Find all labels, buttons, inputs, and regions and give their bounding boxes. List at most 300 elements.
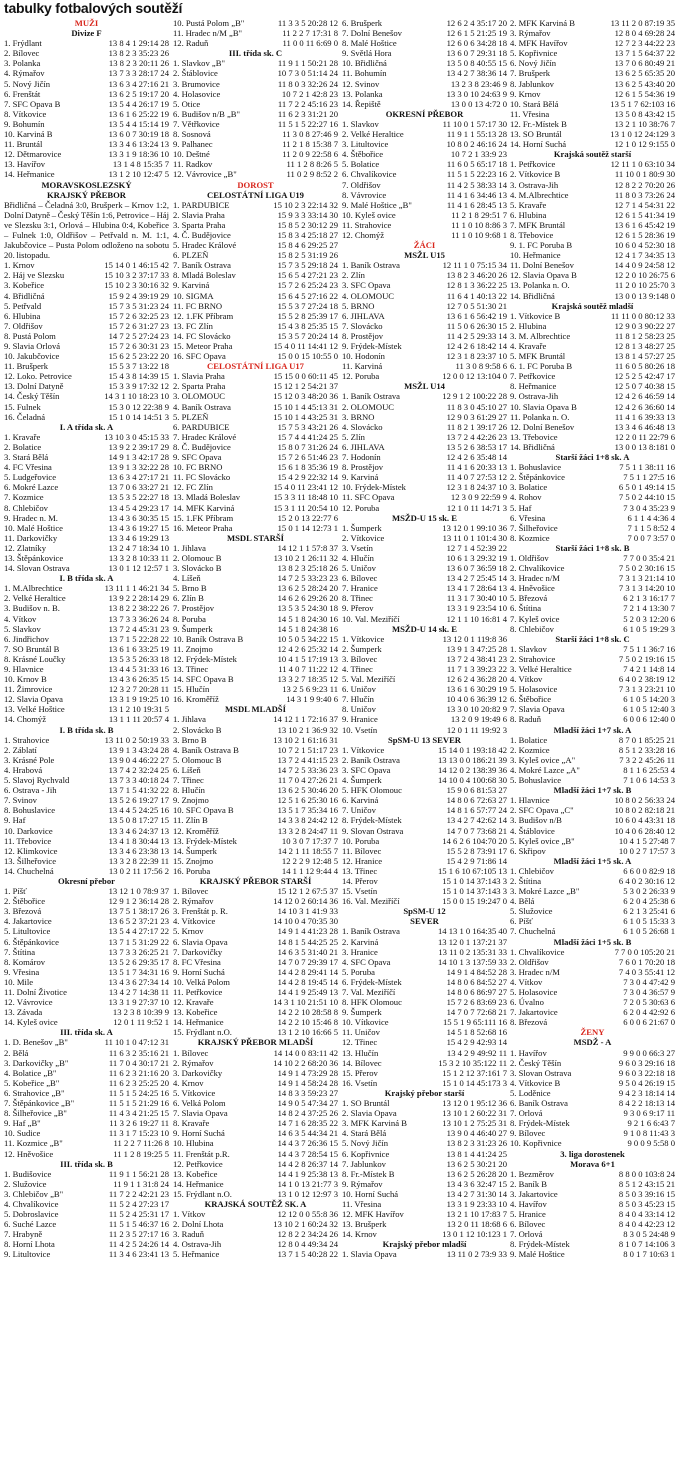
table-row (342, 89, 507, 99)
team-name: 1. Baník Ostrava (342, 926, 400, 937)
team-stats: 14 1 0 13 21:77 3 (277, 1178, 338, 1189)
table-row (173, 240, 338, 250)
team-stats: 11 1 2 8 8:26 5 (286, 159, 338, 170)
team-stats: 13 10 3 0 45:15 33 (104, 431, 169, 442)
team-stats: 15 7 3 5 31:23 24 (108, 300, 169, 311)
table-row (510, 1118, 675, 1128)
team-stats: 13 4 2 7 25:45 14 (446, 573, 507, 584)
team-name: 5. Brno B (173, 583, 207, 594)
team-stats: 14 9 1 4 58:24 28 (277, 1077, 338, 1088)
team-name: 11. Bohumín (342, 68, 387, 79)
table-row (510, 593, 675, 603)
team-name: 9. Malé Hoštice (510, 1249, 565, 1260)
team-name: 7. Hodonín (342, 452, 381, 463)
team-stats: 11 4 2 5 24:26 14 (108, 1239, 169, 1250)
team-stats: 11 7 1 3 39:23 22 (446, 664, 507, 674)
table-row (342, 714, 507, 724)
team-stats: 11 5 1 5 24:25 16 (108, 1087, 169, 1098)
team-stats: 13 8 2 3 35:23 26 (108, 48, 169, 59)
table-row (342, 664, 507, 674)
team-name: 13. SO Bruntál (510, 129, 562, 140)
team-name: 10. Krnov B (4, 674, 47, 685)
table-row (342, 614, 507, 624)
team-name: 4. Stará Bělá (342, 1128, 387, 1139)
team-name: 8. Bohuslavice (4, 805, 56, 816)
team-name: 10. Horní Suchá (342, 1188, 399, 1199)
table-row (4, 513, 169, 523)
team-name: 10. Kyleš ovice (342, 209, 396, 220)
team-name: 11. FC BRNO (173, 300, 223, 311)
team-stats: 13 4 4 5 24:25 16 (108, 805, 169, 816)
table-row (173, 412, 338, 422)
table-row (342, 331, 507, 341)
table-row (342, 826, 507, 836)
league-heading: III. třída sk. C (228, 48, 283, 59)
team-name: 2. Zlín (342, 270, 365, 281)
team-stats: 14 14 0 0 83:11 42 (273, 1047, 338, 1058)
team-stats: 13 2 4 7 18:34 10 (108, 542, 169, 553)
team-stats: 12 4 2 6 36:60 14 (614, 401, 675, 412)
table-row (173, 220, 338, 230)
team-name: 4. OLOMOUC (342, 290, 395, 301)
team-stats: 11 5 1 5 22:23 16 (446, 169, 507, 180)
team-name: 4. Mokré Lazce „A" (510, 764, 580, 775)
table-row (342, 1128, 507, 1138)
table-row (510, 240, 675, 250)
table-row (510, 371, 675, 381)
team-name: 5. Služovice (510, 906, 553, 917)
team-name: 12. Kroměříž (173, 825, 219, 836)
team-name: 10. Hlubina (173, 1138, 214, 1149)
table-row (4, 1088, 169, 1098)
table-row (342, 533, 507, 543)
team-stats: 13 6 2 5 26:28 20 (446, 1168, 507, 1179)
table-row (510, 200, 675, 210)
team-name: 3. Slovan Ostrava (510, 1067, 572, 1078)
team-stats: 11 2 1 8 29:51 7 (451, 209, 507, 220)
table-row (342, 1229, 507, 1239)
team-stats: 11 1 2 8 19:25 5 (113, 1148, 169, 1159)
team-name: 5. Petřvald (4, 300, 42, 311)
team-stats: 14 3 1 9 9:40 6 (286, 694, 338, 705)
team-name: 1. Jihlava (173, 714, 206, 725)
table-row (342, 38, 507, 48)
team-stats: 15 12 1 2 67:5 37 (277, 886, 338, 897)
table-row (173, 1249, 338, 1259)
table-row (342, 795, 507, 805)
table-row (342, 159, 507, 169)
team-name: 8. Mladá Boleslav (173, 270, 236, 281)
team-name: 4. Štěbořice (342, 149, 384, 160)
table-row (342, 452, 507, 462)
team-stats: 13 0 0 13 4:72 0 (450, 98, 507, 109)
table-row (173, 1017, 338, 1027)
table-row (510, 926, 675, 936)
table-row (510, 119, 675, 129)
team-stats: 13 2 0 11 18:68 6 (446, 1219, 507, 1230)
league-heading: CELOSTÁTNÍ LIGA U19 (207, 189, 304, 200)
table-row (173, 99, 338, 109)
team-stats: 7 3 1 3 21:14 10 (618, 573, 675, 584)
team-stats: 11 6 2 3 25:25 20 (108, 1077, 169, 1088)
team-name: 8. Třinec (342, 593, 373, 604)
league-heading: OKRESNÍ PŘEBOR (385, 108, 464, 119)
table-row (510, 684, 675, 694)
team-stats: 7 2 0 5 30:63 6 (623, 997, 675, 1008)
table-row (4, 957, 169, 967)
team-name: 4. Vítkovice (173, 916, 216, 927)
column-4 (510, 18, 675, 1260)
team-stats: 15 12 0 3 48:20 36 (273, 391, 338, 402)
team-stats: 12 8 1 3 48:27 25 (614, 341, 675, 351)
table-row (4, 664, 169, 674)
team-name: 7. SFC Opava B (4, 98, 61, 109)
team-name: 2. Chvalíkovice (510, 563, 565, 574)
team-name: 6. Štěbořice (510, 694, 552, 705)
team-stats: 15 3 3 9 17:32 12 (108, 381, 169, 392)
table-row (510, 1088, 675, 1098)
table-row (4, 644, 169, 654)
team-stats: 13 7 0 6 80:49 21 (614, 58, 675, 69)
table-row (342, 472, 507, 482)
team-name: 10. Malé Hoštice (4, 522, 63, 533)
team-stats: 7 7 0 0 35:4 21 (623, 552, 675, 563)
table-row (342, 886, 507, 896)
team-name: 7. Hranice (342, 583, 378, 594)
table-row (510, 1219, 675, 1229)
team-stats: 15 10 3 2 37:17 33 (104, 270, 169, 281)
table-row (510, 18, 675, 28)
team-stats: 15 4 0 11 23:41 12 (273, 482, 338, 493)
table-row (173, 250, 338, 260)
table-row (173, 815, 338, 825)
table-row (342, 1027, 507, 1037)
team-stats: 15 9 0 6 81:53 27 (446, 785, 507, 796)
team-name: 8. Chlebičov (510, 623, 554, 634)
table-row (510, 422, 675, 432)
table-row (173, 1048, 338, 1058)
team-name: 6. Ostrava - Jih (4, 785, 57, 796)
team-stats: 14 4 0 9 24:58 12 (614, 260, 675, 271)
table-row (4, 634, 169, 644)
team-name: 7. Oldřišov (342, 179, 381, 190)
team-stats: 7 5 1 1 27:5 16 (623, 472, 675, 483)
team-name: 1. Chvalíkovice (510, 946, 565, 957)
team-name: 5. Dobroslavice (4, 1209, 59, 1220)
team-name: 9. Bílovec (510, 1128, 546, 1139)
team-stats: 14 8 3 3 59:23 27 (277, 1087, 338, 1098)
team-stats: 6 1 0 5 15:33 3 (623, 916, 675, 927)
team-name: 7. Slovácko (342, 320, 383, 331)
team-name: 8. Malé Hoštice (342, 38, 397, 49)
team-stats: 13 2 5 6 9:23 11 (282, 684, 338, 695)
team-name: 9. Slovan Ostrava (342, 825, 404, 836)
team-stats: 12 6 0 6 34:28 18 (446, 38, 507, 49)
table-row (510, 997, 675, 1007)
team-stats: 15 10 1 4 45:13 31 (273, 401, 338, 412)
team-name: 2. Služovice (4, 1178, 47, 1189)
team-stats: 13 4 4 5 31:33 16 (108, 664, 169, 674)
team-name: 14. Břidličná (510, 441, 555, 452)
table-row (4, 755, 169, 765)
table-row (173, 755, 338, 765)
team-name: 8. Hlučín (173, 785, 205, 796)
table-row (510, 503, 675, 513)
team-stats: 11 2 2 7 11:26 8 (113, 1138, 169, 1149)
table-row (173, 1149, 338, 1159)
team-name: 5. Kyleš ovice „B" (510, 835, 575, 846)
table-row (4, 624, 169, 634)
team-stats: 13 6 1 6 30:29 19 (446, 684, 507, 695)
team-name: 3. Kobeřice (4, 280, 45, 291)
team-stats: 14 4 2 8 26:37 14 (277, 1158, 338, 1169)
team-stats: 12 9 0 3 61:29 27 (446, 411, 507, 422)
team-name: 4. Břidličná (4, 290, 45, 301)
table-row (4, 856, 169, 866)
table-row (510, 1229, 675, 1239)
team-name: 6. Uničov (342, 684, 376, 695)
team-name: 7. Darkovičky (173, 946, 223, 957)
team-name: 1. Bohuslavice (510, 462, 562, 473)
table-row (342, 1048, 507, 1058)
team-stats: 13 6 1 6 45:42 19 (614, 219, 675, 230)
table-row (4, 937, 169, 947)
team-name: 1. Chlebičov (510, 865, 554, 876)
team-name: 13. Štěpánkovice (4, 552, 64, 563)
table-row (510, 523, 675, 533)
team-name: 8. Raduň (510, 714, 542, 725)
team-name: 11. Vřesina (510, 108, 550, 119)
team-name: 2. Slavia Opava (342, 1108, 397, 1119)
team-name: 9. Litultovice (4, 1249, 51, 1260)
table-row (510, 735, 675, 745)
team-name: 6. Úvalno (510, 997, 544, 1008)
team-stats: 13 4 2 7 38:36 14 (446, 68, 507, 79)
team-stats: 12 9 1 2 36:14 28 (108, 896, 169, 907)
team-name: 6. Zlín B (173, 593, 204, 604)
league-heading: KRAJSKÁ SOUTĚŽ SK. A (204, 1198, 307, 1209)
team-stats: 7 7 0 0 105:20 21 (614, 946, 675, 957)
team-stats: 14 4 3 7 26:36 15 (277, 1138, 338, 1149)
team-stats: 14 6 2 6 104:70 20 (442, 835, 507, 846)
table-row (4, 331, 169, 341)
team-name: 8. Jablunkov (510, 78, 554, 89)
team-name: 11. Strahovice (342, 219, 392, 230)
team-stats: 13 6 2 5 28:24 20 (277, 583, 338, 594)
table-row (4, 68, 169, 78)
team-stats: 6 0 0 6 12:40 0 (623, 714, 675, 725)
team-stats: 13 6 1 6 56:42 19 (446, 310, 507, 321)
team-name: 13. FC Zlín (173, 320, 213, 331)
team-stats: 15 5 3 7 27:24 18 (277, 300, 338, 311)
table-row (510, 270, 675, 280)
table-row (510, 432, 675, 442)
team-name: 10. Darkovice (4, 825, 53, 836)
team-name: 14. Heřmanice (4, 169, 55, 180)
league-heading: Mladší žáci 1+5 sk. A (553, 855, 632, 866)
team-stats: 14 4 2 8 19:45 14 (277, 976, 338, 987)
team-stats: 15 1 6 10 67:105 13 (438, 865, 507, 876)
table-row (510, 614, 675, 624)
team-name: 11. Kozmice „B" (4, 1138, 63, 1149)
team-stats: 13 6 1 6 25:22 19 (108, 108, 169, 119)
table-row (173, 1068, 338, 1078)
team-name: 3. Hradec n/M (510, 573, 560, 584)
table-row (173, 402, 338, 412)
team-stats: 13 1 1 11 20:57 4 (108, 714, 169, 725)
team-name: 8. Vítkovice (4, 108, 47, 119)
table-row (4, 1037, 169, 1047)
team-name: 1. Frýdlant (4, 38, 42, 49)
table-row (342, 99, 507, 109)
team-stats: 14 1 1 12 9:44 4 (281, 865, 338, 876)
team-stats: 13 4 3 6 27:34 14 (108, 976, 169, 987)
team-stats: 8 1 0 7 14:106 3 (618, 1239, 675, 1250)
team-stats: 15 3 1 11 20:54 10 (273, 502, 338, 513)
team-stats: 11 6 3 2 35:16 21 (108, 1047, 169, 1058)
table-row (4, 482, 169, 492)
team-name: 14. Slovan Ostrava (4, 563, 70, 574)
team-stats: 15 1 2 12 37:161 7 (442, 1067, 507, 1078)
team-stats: 11 0 0 11 6:69 0 (282, 38, 338, 49)
team-stats: 14 4 2 8 29:41 14 (277, 966, 338, 977)
team-name: 10. Slavia Opava B (510, 401, 577, 412)
team-name: 15. Vsetín (342, 886, 378, 897)
table-row (342, 1199, 507, 1209)
table-row (510, 250, 675, 260)
team-name: 9. Hlavnice (4, 664, 44, 674)
table-row (4, 351, 169, 361)
team-stats: 15 8 5 2 30:12 29 (277, 219, 338, 230)
team-name: 10. Jakubčovice (4, 351, 60, 362)
team-stats: 12 9 1 2 100:22 28 (442, 391, 507, 402)
table-row (342, 190, 507, 200)
table-row (342, 1108, 507, 1118)
team-stats: 13 7 1 5 64:37 22 (614, 48, 675, 59)
team-stats: 12 6 1 5 54:36 19 (614, 88, 675, 99)
team-name: 4. Šumperk (342, 775, 382, 786)
team-name: 6. Chvalíkovice (342, 169, 397, 180)
team-name: 5. Olomouc B (173, 754, 222, 765)
table-row (173, 321, 338, 331)
team-name: 10. Kopřivnice (510, 1138, 562, 1149)
team-stats: 11 8 1 2 58:23 25 (614, 330, 675, 341)
team-stats: 13 1 4 8 15:35 7 (112, 159, 169, 170)
team-stats: 14 6 3 5 44:34 21 (277, 1128, 338, 1139)
table-row (4, 1169, 169, 1179)
team-name: 7. Svinov (4, 795, 37, 806)
table-row (173, 1078, 338, 1088)
table-row (510, 169, 675, 179)
table-row (173, 573, 338, 583)
table-row (510, 1068, 675, 1078)
table-row (173, 109, 338, 119)
team-name: 6. Píšť (510, 916, 533, 927)
table-row (4, 1118, 169, 1128)
team-stats: 13 5 3 5 22:27 18 (108, 492, 169, 503)
table-row (342, 1078, 507, 1088)
team-name: 1. Budišovice (4, 1168, 52, 1179)
table-row (173, 1007, 338, 1017)
table-row (342, 321, 507, 331)
table-row (4, 947, 169, 957)
team-name: 6. Bílovec (342, 573, 378, 584)
team-stats: 12 8 2 2 70:20 26 (614, 179, 675, 190)
table-row (342, 603, 507, 613)
table-row (4, 896, 169, 906)
team-stats: 7 3 0 4 35:23 9 (623, 502, 675, 513)
table-row (510, 381, 675, 391)
team-name: 10. SFC Opava B (173, 805, 234, 816)
table-row (173, 957, 338, 967)
team-name: 4. FC Vřesina (4, 462, 52, 473)
team-name: 7. Uničov (342, 805, 376, 816)
team-stats: 7 1 0 6 14:53 3 (623, 775, 675, 786)
team-name: 4. SFC Opava (342, 956, 391, 967)
league-heading: Mladší žáci 1+5 sk. B (553, 936, 632, 947)
team-name: 2. Český Těšín (510, 1057, 562, 1068)
team-stats: 15 3 2 10 35:122 11 (438, 1057, 507, 1068)
table-row (510, 331, 675, 341)
team-name: 7. Šilheřovice (510, 522, 558, 533)
team-name: 1. Vítkov (173, 1209, 206, 1220)
team-stats: 12 5 2 5 42:47 17 (614, 371, 675, 382)
team-stats: 12 1 0 12 9:155 0 (614, 139, 675, 150)
team-stats: 12 9 0 3 90:22 27 (614, 320, 675, 331)
table-row (4, 906, 169, 916)
team-stats: 11 6 4 1 40:13 22 (446, 290, 507, 301)
team-name: 2. Háj ve Slezsku (4, 270, 65, 281)
team-name: 6. JIHLAVA (342, 441, 385, 452)
league-heading: Starší žáci 1+8 sk. A (555, 452, 630, 463)
team-name: 3. Bílovec (342, 653, 378, 664)
team-stats: 15 4 2 9 22:32 14 (277, 472, 338, 483)
team-name: 15. Fulnek (4, 401, 41, 412)
team-name: 5. Litultovice (4, 926, 51, 937)
team-name: 14. Horní Suchá (510, 139, 567, 150)
team-stats: 13 4 2 7 14:38 11 (108, 987, 169, 997)
team-stats: 11 7 2 2 42:21 23 (108, 1188, 169, 1199)
table-row (173, 765, 338, 775)
table-row (4, 593, 169, 603)
table-row (510, 68, 675, 78)
team-name: 9. Krnov (510, 88, 541, 99)
team-stats: 6 4 0 2 30:16 12 (618, 875, 675, 886)
team-stats: 13 5 0 8 17:27 15 (108, 815, 169, 826)
table-row (342, 856, 507, 866)
team-stats: 12 3 0 9 22:59 9 (450, 492, 507, 503)
table-row (173, 371, 338, 381)
team-name: 7. Jablunkov (342, 1158, 386, 1169)
table-row (173, 543, 338, 553)
team-stats: 7 6 0 1 70:20 18 (618, 956, 675, 967)
team-stats: 11 8 0 3 32:26 24 (277, 78, 338, 89)
team-name: 13. Kobeřice (173, 1007, 218, 1018)
table-row (173, 1118, 338, 1128)
team-stats: 10 4 1 5 27:48 7 (618, 835, 675, 846)
team-name: 8. Březová (510, 1017, 548, 1028)
table-row (342, 523, 507, 533)
table-row (510, 815, 675, 825)
team-stats: 13 7 3 3 36:26 24 (108, 613, 169, 624)
team-stats: 14 2 1 11 18:55 7 (277, 845, 338, 856)
table-row (510, 260, 675, 270)
team-stats: 13 7 1 5 22:28 22 (108, 633, 169, 644)
team-name: 16. Čeladná (4, 411, 46, 422)
table-row (510, 654, 675, 664)
team-stats: 12 11 1 0 75:15 34 (442, 260, 507, 271)
table-row (4, 492, 169, 502)
